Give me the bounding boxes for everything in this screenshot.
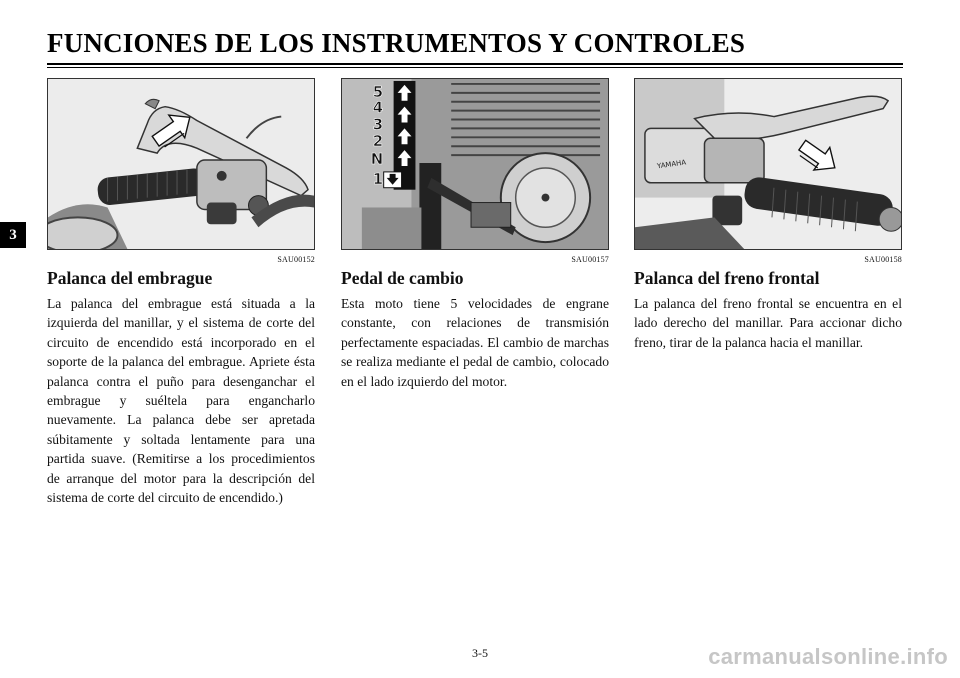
section-code: SAU00152 — [277, 255, 315, 264]
gear-label-4: 4 — [372, 98, 384, 117]
gear-label-n: N — [370, 150, 384, 168]
gear-label-2: 2 — [372, 132, 384, 151]
section-title: Pedal de cambio — [341, 268, 464, 288]
section-code: SAU00157 — [571, 255, 609, 264]
section-body: La palanca del freno frontal se encuentra en el lado derecho del manillar. Para accionar dicho freno, tirar de la palanca hacia el manillar. — [634, 296, 902, 350]
section-body: Esta moto tiene 5 velocidades de engrane constante, con relaciones de transmisión perfectamente espaciadas. El cambio de marchas se realiza mediante el pedal de cambio, colocado en el lado izquierdo del motor. — [341, 296, 609, 389]
gear-label-5: 5 — [372, 82, 384, 101]
header-rule-thick — [47, 63, 903, 65]
gear-label-1: 1 — [372, 169, 384, 188]
clutch-lever-photo — [47, 78, 315, 250]
shift-pedal-photo — [341, 78, 609, 250]
section-title: Palanca del freno frontal — [634, 268, 820, 288]
chapter-tab: 3 — [0, 222, 26, 248]
header-rule-thin — [47, 67, 903, 68]
gear-label-3: 3 — [372, 115, 384, 134]
section-shift-pedal — [341, 78, 609, 391]
front-brake-lever-photo — [634, 78, 902, 250]
page-title: FUNCIONES DE LOS INSTRUMENTOS Y CONTROLES — [47, 28, 746, 58]
section-clutch-lever — [47, 78, 315, 507]
section-code: SAU00158 — [864, 255, 902, 264]
page-number: 3-5 — [472, 646, 488, 660]
section-body: La palanca del embrague está situada a la izquierda del manillar, y el sistema de corte del circuito de encendido está incorporado en el soporte de la palanca del embrague. Apriete ésta palanca contra el puño para desenganchar el embrague y suéltela para engancharlo nuevamente. La palanca debe ser apretada súbitamente y soltada lentamente para una partida suave. (Remitirse a los procedimientos de arranque del motor para la descripción del sistema de corte del circuito de encendido.) — [47, 296, 315, 506]
section-front-brake-lever — [634, 78, 902, 352]
section-title: Palanca del embrague — [47, 268, 213, 288]
brand-label: YAMAHA — [656, 158, 687, 171]
watermark: carmanualsonline.info — [708, 644, 948, 669]
